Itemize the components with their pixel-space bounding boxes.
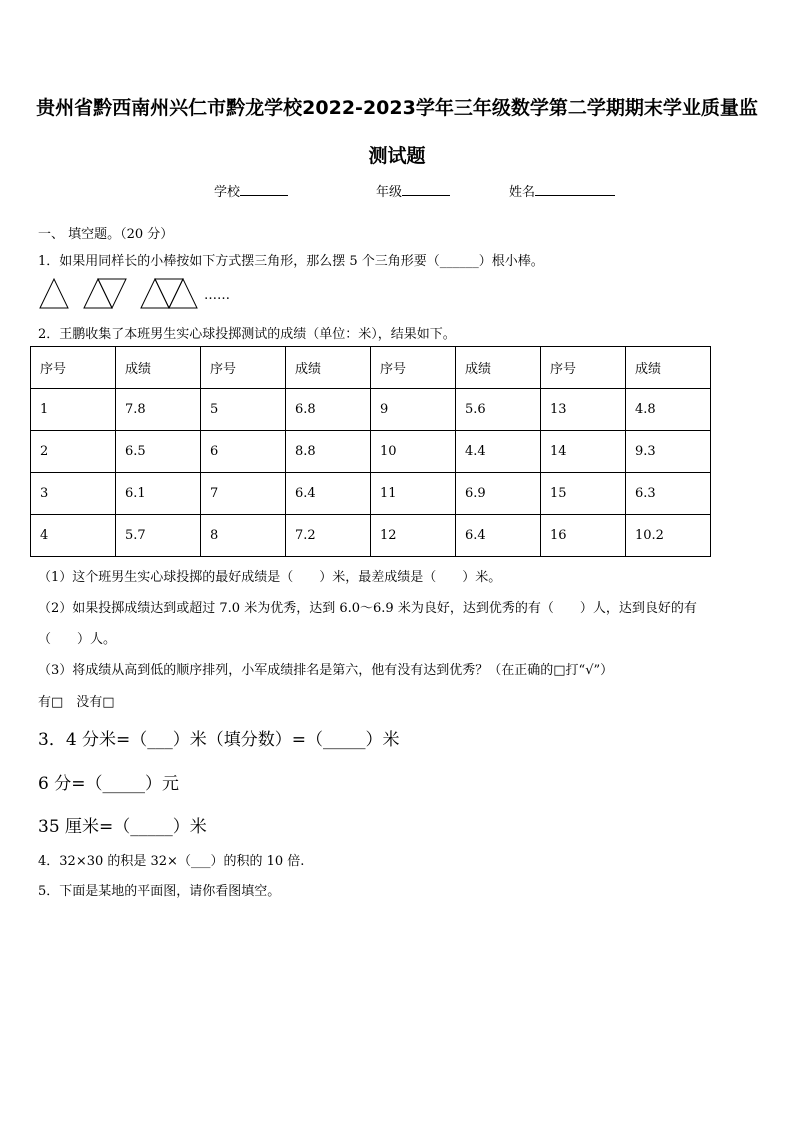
header-cell: 序号 — [371, 347, 456, 389]
table-cell: 7.8 — [116, 389, 201, 431]
header-cell: 成绩 — [626, 347, 711, 389]
school-label: 学校 — [214, 185, 241, 200]
table-cell: 4.4 — [456, 431, 541, 473]
table-cell: 10 — [371, 431, 456, 473]
question-3-part-a: 3．4 分米=（___）米（填分数）=（_____）米 — [38, 730, 400, 750]
table-cell: 6.3 — [626, 473, 711, 515]
triangle-one — [40, 279, 68, 308]
table-cell: 16 — [541, 515, 626, 557]
table-cell: 2 — [31, 431, 116, 473]
table-cell: 6.4 — [456, 515, 541, 557]
question-4: 4．32×30 的积是 32×（___）的积的 10 倍. — [38, 854, 305, 869]
pattern-ellipsis: …… — [204, 288, 230, 303]
triangle-pattern-figure — [38, 276, 204, 310]
table-cell: 5 — [201, 389, 286, 431]
table-cell: 3 — [31, 473, 116, 515]
table-row — [31, 389, 711, 431]
question-2-part-2-continued: （ ）人。 — [38, 632, 117, 647]
table-cell: 13 — [541, 389, 626, 431]
table-cell: 7 — [201, 473, 286, 515]
table-cell: 4 — [31, 515, 116, 557]
table-cell: 6.9 — [456, 473, 541, 515]
header-cell: 序号 — [31, 347, 116, 389]
table-cell: 12 — [371, 515, 456, 557]
header-cell: 成绩 — [286, 347, 371, 389]
table-cell: 7.2 — [286, 515, 371, 557]
title-line-2: 测试题 — [368, 145, 426, 167]
name-field — [509, 181, 615, 200]
question-2-part-2: （2）如果投掷成绩达到或超过 7.0 米为优秀，达到 6.0～6.9 米为良好，达到优秀的有（ ）人，达到良好的有 — [38, 601, 697, 616]
title-line-1: 贵州省黔西南州兴仁市黔龙学校2022-2023学年三年级数学第二学期期末学业质量监 — [36, 97, 758, 119]
question-3-part-b: 6 分=（_____）元 — [38, 774, 179, 794]
table-cell: 6.1 — [116, 473, 201, 515]
header-cell: 序号 — [541, 347, 626, 389]
question-1: 1．如果用同样长的小棒按如下方式摆三角形，那么摆 5 个三角形要（______）根小棒。 — [38, 254, 544, 269]
table-row — [31, 431, 711, 473]
table-header-row — [31, 347, 711, 389]
table-cell: 10.2 — [626, 515, 711, 557]
grade-blank — [402, 183, 450, 196]
answer-options: 有□ 没有□ — [38, 695, 115, 710]
triangles-two — [84, 279, 112, 308]
table-cell: 4.8 — [626, 389, 711, 431]
table-cell: 6.8 — [286, 389, 371, 431]
table-cell: 15 — [541, 473, 626, 515]
table-row — [31, 473, 711, 515]
name-label: 姓名 — [509, 185, 536, 200]
grade-label: 年级 — [376, 185, 403, 200]
question-2-part-3: （3）将成绩从高到低的顺序排列，小军成绩排名是第六，他有没有达到优秀？（在正确的□打“√”） — [38, 663, 614, 678]
table-cell: 6.5 — [116, 431, 201, 473]
table-cell: 8.8 — [286, 431, 371, 473]
header-cell: 序号 — [201, 347, 286, 389]
triangles-three — [141, 279, 169, 308]
question-3-part-c: 35 厘米=（_____）米 — [38, 817, 207, 837]
header-cell: 成绩 — [116, 347, 201, 389]
table-cell: 8 — [201, 515, 286, 557]
table-cell: 5.7 — [116, 515, 201, 557]
score-table — [30, 346, 711, 557]
section-heading: 一、 填空题。（20 分） — [38, 227, 174, 242]
name-blank — [535, 183, 615, 196]
school-field — [214, 181, 288, 200]
table-cell: 14 — [541, 431, 626, 473]
table-cell: 1 — [31, 389, 116, 431]
grade-field — [376, 181, 450, 200]
table-cell: 11 — [371, 473, 456, 515]
table-cell: 5.6 — [456, 389, 541, 431]
page-title — [30, 84, 764, 180]
table-cell: 9 — [371, 389, 456, 431]
table-cell: 6.4 — [286, 473, 371, 515]
table-row — [31, 515, 711, 557]
table-cell: 9.3 — [626, 431, 711, 473]
school-blank — [240, 183, 288, 196]
question-5: 5．下面是某地的平面图，请你看图填空。 — [38, 884, 281, 899]
question-2-part-1: （1）这个班男生实心球投掷的最好成绩是（ ）米，最差成绩是（ ）米。 — [38, 570, 502, 585]
header-cell: 成绩 — [456, 347, 541, 389]
question-2: 2．王鹏收集了本班男生实心球投掷测试的成绩（单位：米），结果如下。 — [38, 327, 456, 342]
table-cell: 6 — [201, 431, 286, 473]
